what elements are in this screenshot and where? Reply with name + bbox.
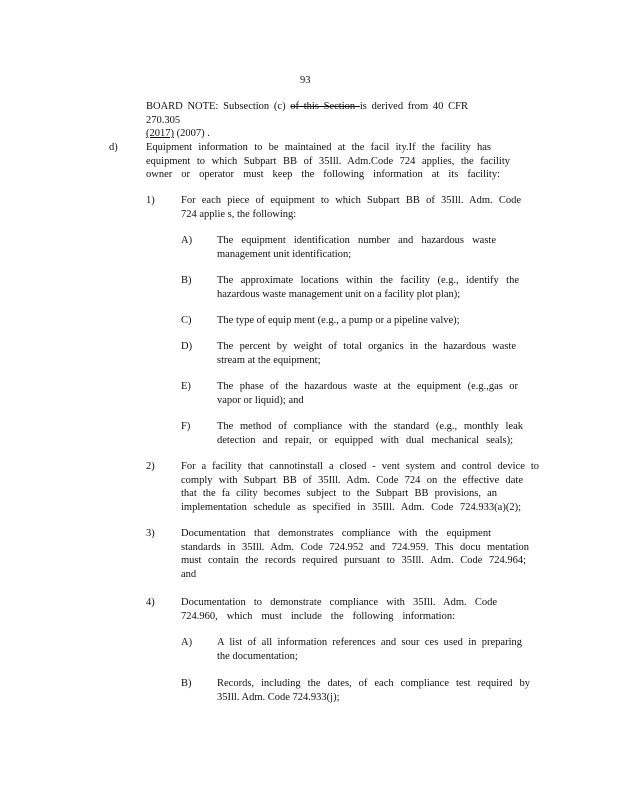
item-1d-text	[217, 340, 516, 367]
item-4a-text	[217, 636, 522, 663]
item-3-line: must contain the records required pursuant to 35Ill. Adm. Code 724.964;	[181, 555, 526, 567]
item-d-marker: d)	[109, 142, 118, 153]
item-1-line: For each piece of equipment to which Subpart BB of 35Ill. Adm. Code	[181, 195, 521, 206]
item-3-line: and	[181, 568, 197, 580]
board-note-text: BOARD NOTE: Subsection (c)	[146, 101, 291, 112]
item-d-line: owner or operator must keep the following information at its facility:	[146, 169, 500, 181]
item-1b-marker: B)	[181, 275, 192, 286]
item-4a-line: A list of all information references and sour ces used in preparing	[217, 637, 522, 648]
item-1e-line: The phase of the hazardous waste at the equipment (e.g.,gas or	[217, 381, 518, 392]
item-3-line: standards in 35Ill. Adm. Code 724.952 and 724.959. This docu mentation	[181, 541, 529, 553]
item-1f-line: detection and repair, or equipped with dual mechanical seals);	[217, 434, 513, 446]
item-2-line: implementation schedule as specified in 35Ill. Adm. Code 724.933(a)(2);	[181, 501, 521, 513]
item-1d-line: The percent by weight of total organics in the hazardous waste	[217, 341, 516, 352]
item-4-line: Documentation to demonstrate compliance with 35Ill. Adm. Code	[181, 597, 497, 608]
item-1f-marker: F)	[181, 421, 191, 432]
item-1a-line: management unit identification;	[217, 248, 352, 260]
item-1c-line: The type of equip ment (e.g., a pump or a pipeline valve);	[217, 315, 460, 326]
item-d-text	[146, 141, 513, 182]
item-3-marker: 3)	[146, 528, 155, 539]
item-4b-line: Records, including the dates, of each compliance test required by	[217, 678, 530, 689]
page-number: 93	[300, 75, 311, 86]
item-d-line: equipment to which Subpart BB of 35Ill. Adm.Code 724 applies, the facility	[146, 155, 510, 167]
item-1a-text	[217, 234, 496, 261]
item-1f-line: The method of compliance with the standard (e.g., monthly leak	[217, 421, 523, 432]
item-1b-text	[217, 274, 519, 301]
item-4b-marker: B)	[181, 678, 192, 689]
item-2-text	[181, 460, 539, 514]
item-4b-line: 35Ill. Adm. Code 724.933(j);	[217, 691, 340, 703]
item-2-marker: 2)	[146, 461, 155, 472]
board-note	[146, 100, 468, 141]
board-note-inserted-year: (2017)	[146, 128, 174, 140]
item-1c-marker: C)	[181, 315, 192, 326]
board-note-old-year: (2007) .	[174, 128, 210, 140]
item-1e-text	[217, 380, 518, 407]
item-3-text	[181, 527, 529, 581]
board-note-citation: is derived from 40 CFR 270.305	[146, 101, 468, 126]
item-4-line: 724.960, which must include the following information:	[181, 610, 455, 622]
item-1a-marker: A)	[181, 235, 193, 246]
item-1-text	[181, 194, 521, 221]
item-4-text	[181, 596, 497, 623]
item-2-line: comply with Subpart BB of 35Ill. Adm. Code 724 on the effective date	[181, 474, 523, 486]
item-1e-line: vapor or liquid); and	[217, 394, 304, 406]
item-1e-marker: E)	[181, 381, 191, 392]
item-d-line: Equipment information to be maintained at the facil ity.If the facility has	[146, 142, 491, 153]
item-4a-marker: A)	[181, 637, 193, 648]
item-1f-text	[217, 420, 523, 447]
item-2-line: that the fa cility becomes subject to the Subpart BB provisions, an	[181, 488, 497, 500]
item-1b-line: hazardous waste management unit on a facility plot plan);	[217, 288, 461, 300]
item-1d-line: stream at the equipment;	[217, 354, 321, 366]
item-4-marker: 4)	[146, 597, 155, 608]
item-1d-marker: D)	[181, 341, 193, 352]
item-4b-text	[217, 677, 530, 704]
item-1a-line: The equipment identification number and hazardous waste	[217, 235, 496, 246]
item-3-line: Documentation that demonstrates compliance with the equipment	[181, 528, 491, 539]
board-note-struck-text: of this Section	[290, 101, 360, 112]
item-1-marker: 1)	[146, 195, 155, 206]
item-1-line: 724 applie s, the following:	[181, 208, 297, 220]
item-1b-line: The approximate locations within the facility (e.g., identify the	[217, 275, 519, 286]
item-2-line: For a facility that cannotinstall a closed - vent system and control device to	[181, 461, 539, 472]
item-4a-line: the documentation;	[217, 650, 298, 662]
